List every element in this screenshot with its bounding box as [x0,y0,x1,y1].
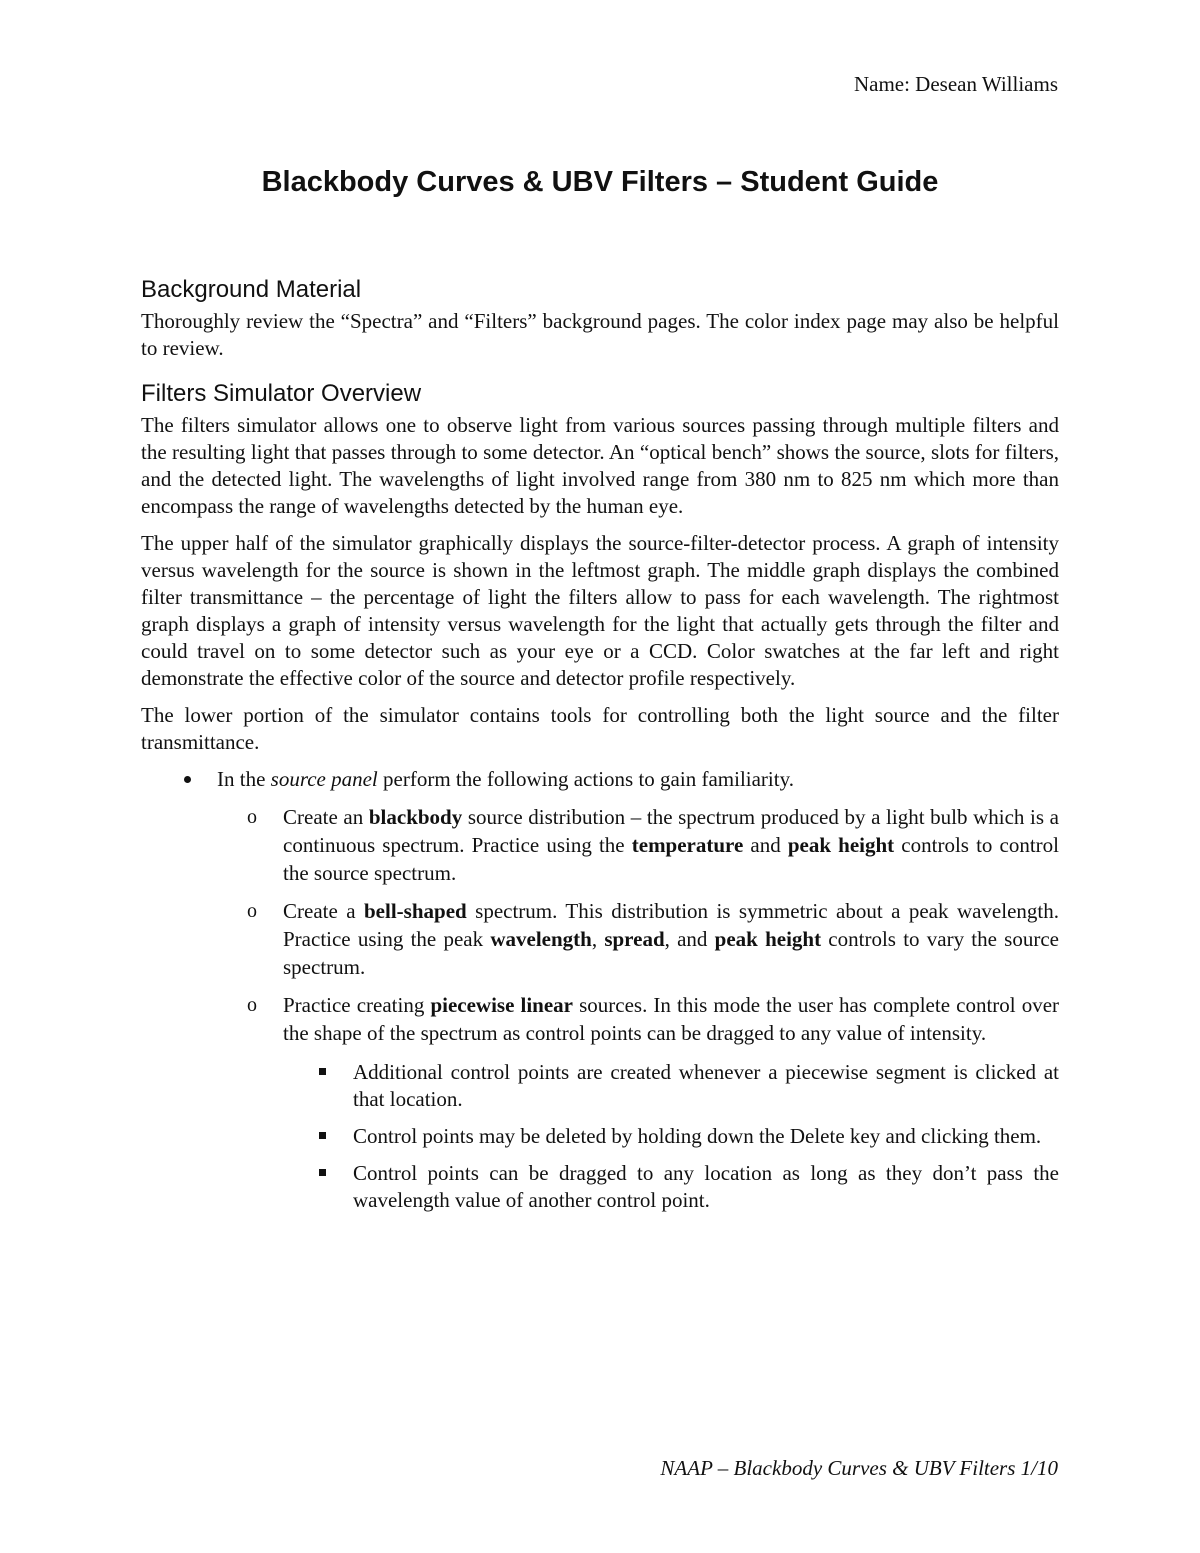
source-panel-emphasis: source panel [270,767,378,791]
term-spread: spread [604,927,665,951]
term-bell-shaped: bell-shaped [364,899,467,923]
term-peak-height: peak height [714,927,822,951]
document-body [141,276,1059,1224]
list-item-add-points [283,1059,1059,1113]
term-blackbody: blackbody [368,805,463,829]
text-run: Additional control points are created whenever a piecewise segment is clicked at that location. [353,1060,1059,1111]
circle-bullet-icon: o [247,994,257,1016]
list-item-bell-shaped [217,897,1059,981]
circle-bullet-icon: o [247,806,257,828]
page-title: Blackbody Curves & UBV Filters – Student Guide [261,166,939,198]
text-run: and [743,833,788,857]
term-peak-height: peak height [787,833,895,857]
section-heading-background: Background Material [141,276,362,303]
text-run: spectrum. This distribution is symmetric about a peak wavelength. Practice using the peak [283,899,1059,951]
list-item-delete-points [283,1123,1059,1150]
list-item-blackbody [217,803,1059,887]
overview-paragraph-2: The upper half of the simulator graphically displays the source-filter-detector process. A graph of intensity versus wavelength for the source is shown in the leftmost graph. The middle graph displays the combined filter transmittance – the percentage of light the filters allow to pass for each wavelength. The rightmost graph displays a graph of intensity versus wavelength for the light that actually gets through the filter and could travel on to some detector such as your eye or a CCD. Color swatches at the far left and right demonstrate the effective color of the source and detector profile respectively. [141,531,1059,690]
text-run: , [591,927,605,951]
term-wavelength: wavelength [490,927,592,951]
bullet-dot-icon [184,776,191,783]
bullet-text-suffix: perform the following actions to gain familiarity. [377,767,794,791]
piecewise-detail-list [283,1059,1059,1214]
circle-bullet-icon: o [247,900,257,922]
text-run: Control points can be dragged to any location as long as they don’t pass the wavelength value of another control point. [353,1161,1059,1212]
background-paragraph: Thoroughly review the “Spectra” and “Filters” background pages. The color index page may also be helpful to review. [141,309,1059,360]
text-run: , and [664,927,715,951]
text-run: Create a [283,899,364,923]
text-run: sources. In this mode the user has complete control over the shape of the spectrum as control points can be dragged to any value of intensity. [283,993,1060,1045]
overview-paragraph-3: The lower portion of the simulator contains tools for controlling both the light source and the filter transmittance. [141,703,1059,754]
square-bullet-icon [319,1169,326,1176]
page-footer: NAAP – Blackbody Curves & UBV Filters 1/10 [660,1456,1058,1480]
text-run: Create an [283,805,369,829]
list-item-source-panel [141,766,1059,1214]
text-run: controls to vary the source spectrum. [283,927,1059,979]
text-run: controls to control the source spectrum. [283,833,1060,885]
square-bullet-icon [319,1068,326,1075]
list-item-piecewise [217,991,1059,1214]
sub-instruction-list [217,803,1059,1214]
student-name: Name: Desean Williams [853,72,1058,96]
term-piecewise-linear: piecewise linear [430,993,573,1017]
bullet-text-prefix: In the [217,767,271,791]
square-bullet-icon [319,1132,326,1139]
text-run: Practice creating [283,993,431,1017]
list-item-drag-points [283,1160,1059,1214]
term-temperature: temperature [631,833,744,857]
overview-paragraph-1: The filters simulator allows one to observe light from various sources passing through multiple filters and the resulting light that passes through to some detector. An “optical bench” shows the source, slots for filters, and the detected light. The wavelengths of light involved range from 380 nm to 825 nm which more than encompass the range of wavelengths detected by the human eye. [141,413,1059,518]
instruction-list [141,766,1059,1214]
text-run: source distribution – the spectrum produced by a light bulb which is a continuous spectrum. Practice using the [283,805,1059,857]
text-run: Control points may be deleted by holding down the Delete key and clicking them. [353,1124,1042,1148]
section-heading-overview: Filters Simulator Overview [141,380,422,407]
